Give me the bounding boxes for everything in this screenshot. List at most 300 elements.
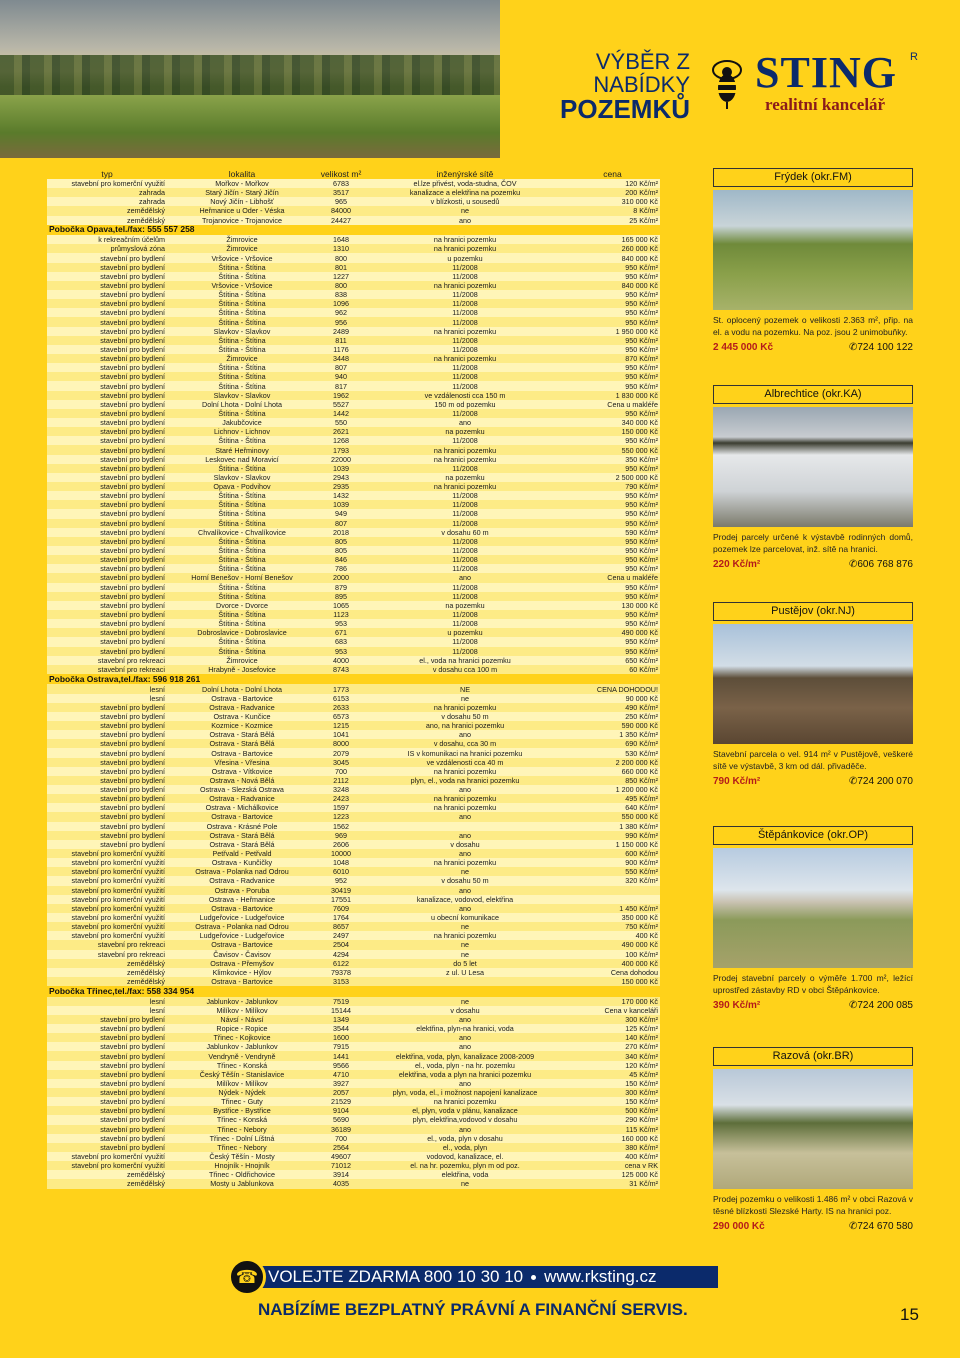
table-row (47, 1061, 660, 1070)
table-cell: 1268 (317, 436, 365, 445)
table-cell: zemědělský (47, 216, 167, 225)
listings-table (47, 168, 660, 1189)
table-row (47, 840, 660, 849)
table-cell: 350 Kč/m² (565, 455, 660, 464)
offer-phone (849, 776, 913, 788)
logo-subtitle: realitní kancelář (765, 95, 886, 114)
table-cell: 949 (317, 509, 365, 518)
table-row (47, 546, 660, 555)
table-cell: Štítina - Štítina (167, 546, 317, 555)
table-cell: na hranici pozemku (365, 455, 565, 464)
table-cell: na pozemku (365, 473, 565, 482)
table-cell: 4294 (317, 950, 365, 959)
table-cell: 3153 (317, 977, 365, 986)
table-cell: zahrada (47, 197, 167, 206)
table-cell: 11/2008 (365, 272, 565, 281)
table-cell: Štítina - Štítina (167, 372, 317, 381)
table-cell: stavební pro bydlení (47, 555, 167, 564)
table-cell: Návsí - Návsí (167, 1015, 317, 1024)
table-cell: cena v RK (565, 1161, 660, 1170)
table-cell: 1096 (317, 299, 365, 308)
table-cell: stavební pro bydlení (47, 418, 167, 427)
table-row (47, 1015, 660, 1024)
table-row (47, 253, 660, 262)
table-cell: Vřesina - Vřesina (167, 758, 317, 767)
table-cell: 640 Kč/m² (565, 803, 660, 812)
table-cell: 2057 (317, 1088, 365, 1097)
table-cell: stavební pro komerční využití (47, 876, 167, 885)
table-cell: na hranici pozemku (365, 235, 565, 244)
table-cell: v dosahu, cca 30 m (365, 739, 565, 748)
table-cell: 11/2008 (365, 464, 565, 473)
table-row (47, 977, 660, 986)
table-cell: 11/2008 (365, 372, 565, 381)
table-cell: 800 (317, 253, 365, 262)
table-cell: 49607 (317, 1152, 365, 1161)
table-cell: stavební pro bydlení (47, 721, 167, 730)
table-cell: stavební pro bydlení (47, 573, 167, 582)
table-row (47, 858, 660, 867)
table-cell: na hranici pozemku (365, 327, 565, 336)
table-cell: stavební pro bydlení (47, 803, 167, 812)
column-header: inženýrské sítě (365, 168, 565, 179)
table-cell: 838 (317, 290, 365, 299)
table-cell: 817 (317, 381, 365, 390)
table-cell: Slavkov - Slavkov (167, 327, 317, 336)
table-cell: 2633 (317, 703, 365, 712)
table-cell: Štítina - Štítina (167, 317, 317, 326)
table-cell: 1597 (317, 803, 365, 812)
table-cell: ano (365, 886, 565, 895)
table-cell: 11/2008 (365, 555, 565, 564)
table-cell: 17551 (317, 895, 365, 904)
table-cell: stavební pro bydlení (47, 703, 167, 712)
offer-phone-number[interactable]: 724 100 122 (857, 342, 913, 353)
table-cell: 950 Kč/m² (565, 537, 660, 546)
table-cell: Štítina - Štítina (167, 555, 317, 564)
table-cell: 2621 (317, 427, 365, 436)
table-cell: Štítina - Štítina (167, 381, 317, 390)
table-cell: ve vzdálenosti cca 40 m (365, 758, 565, 767)
table-cell: 11/2008 (365, 500, 565, 509)
offer-phone-number[interactable]: 724 200 085 (857, 1000, 913, 1011)
table-cell: 11/2008 (365, 537, 565, 546)
offer-price-row (713, 1221, 913, 1233)
table-cell: stavební pro bydlení (47, 758, 167, 767)
table-cell: 950 Kč/m² (565, 647, 660, 656)
table-cell: stavební pro bydlení (47, 509, 167, 518)
table-cell (365, 977, 565, 986)
table-cell: 956 (317, 317, 365, 326)
offer-title: Pustějov (okr.NJ) (713, 602, 913, 621)
table-cell: Štítina - Štítina (167, 500, 317, 509)
table-cell: 807 (317, 519, 365, 528)
table-cell: 950 Kč/m² (565, 409, 660, 418)
offer-title: Frýdek (okr.FM) (713, 168, 913, 187)
table-cell: Cena dohodou (565, 968, 660, 977)
table-row (47, 1097, 660, 1106)
table-cell: Žimrovice (167, 656, 317, 665)
table-cell: 1793 (317, 445, 365, 454)
table-cell: stavební pro komerční využití (47, 858, 167, 867)
footer-call-bar (238, 1266, 718, 1288)
offer-description: Stavební parcela o vel. 914 m² v Pustějově, veškeré sítě ve výstavbě, 3 km od dál. přivaděče. (713, 749, 913, 771)
table-cell: 300 Kč/m² (565, 1015, 660, 1024)
bullet-dot (531, 1275, 536, 1280)
table-cell: na hranici pozemku (365, 703, 565, 712)
table-cell: CENA DOHODOU! (565, 684, 660, 693)
offer-card (713, 168, 913, 354)
table-cell: zemědělský (47, 959, 167, 968)
table-cell: 30419 (317, 886, 365, 895)
table-cell: 9104 (317, 1106, 365, 1115)
table-cell: 340 000 Kč (565, 418, 660, 427)
table-cell: stavební pro komerční využití (47, 886, 167, 895)
table-cell: 969 (317, 831, 365, 840)
table-row (47, 354, 660, 363)
table-row (47, 272, 660, 281)
table-cell: 953 (317, 647, 365, 656)
table-cell: stavební pro bydlení (47, 812, 167, 821)
table-cell: 1432 (317, 491, 365, 500)
table-cell: 1123 (317, 610, 365, 619)
table-cell: 2423 (317, 794, 365, 803)
table-cell: stavební pro bydlení (47, 519, 167, 528)
table-cell: 11/2008 (365, 592, 565, 601)
table-cell: 590 000 Kč (565, 721, 660, 730)
table-cell: stavební pro bydlení (47, 1097, 167, 1106)
table-cell: zemědělský (47, 968, 167, 977)
title-line2: POZEMKŮ (560, 94, 690, 125)
table-cell: 1962 (317, 391, 365, 400)
table-cell: 850 Kč/m² (565, 776, 660, 785)
table-cell: el., voda na hranici pozemku (365, 656, 565, 665)
table-row (47, 684, 660, 693)
table-cell: 250 Kč/m² (565, 712, 660, 721)
header-photo (0, 0, 500, 158)
table-cell (565, 886, 660, 895)
table-cell: 811 (317, 336, 365, 345)
table-row (47, 785, 660, 794)
page-number: 15 (900, 1305, 919, 1324)
table-cell: 1349 (317, 1015, 365, 1024)
table-cell: Třinec - Dolní Líštná (167, 1134, 317, 1143)
table-cell: Štítina - Štítina (167, 299, 317, 308)
table-cell: Ludgeřovice - Ludgeřovice (167, 913, 317, 922)
table-cell: ano (365, 216, 565, 225)
table-cell: ano (365, 1079, 565, 1088)
table-row (47, 1042, 660, 1051)
table-cell: 2564 (317, 1143, 365, 1152)
table-cell: 1562 (317, 822, 365, 831)
table-row (47, 363, 660, 372)
table-row (47, 959, 660, 968)
table-cell: v dosahu 50 m (365, 712, 565, 721)
table-cell: 290 Kč/m² (565, 1115, 660, 1124)
table-row (47, 968, 660, 977)
table-cell: na hranici pozemku (365, 794, 565, 803)
table-cell: stavební pro bydlení (47, 831, 167, 840)
table-cell: 22000 (317, 455, 365, 464)
table-cell: na hranici pozemku (365, 354, 565, 363)
table-cell: ne (365, 997, 565, 1006)
table-cell: 11/2008 (365, 610, 565, 619)
table-cell: lesní (47, 1006, 167, 1015)
table-cell: Ostrava - Slezská Ostrava (167, 785, 317, 794)
table-cell: Ostrava - Bartovice (167, 977, 317, 986)
table-cell: 11/2008 (365, 345, 565, 354)
table-row (47, 1134, 660, 1143)
table-cell: vodovod, kanalizace, el. (365, 1152, 565, 1161)
offer-photo (713, 1069, 913, 1189)
table-cell: stavební pro bydlení (47, 528, 167, 537)
table-cell: 31 Kč/m² (565, 1179, 660, 1188)
table-row (47, 418, 660, 427)
table-cell: 11/2008 (365, 381, 565, 390)
phone-icon: ☎ (228, 1258, 266, 1296)
table-cell: 71012 (317, 1161, 365, 1170)
table-row (47, 391, 660, 400)
table-cell: 800 (317, 281, 365, 290)
table-cell: 3045 (317, 758, 365, 767)
table-cell: Ostrava - Bartovice (167, 748, 317, 757)
table-cell: 950 Kč/m² (565, 464, 660, 473)
section-row (47, 986, 660, 997)
table-cell: 150 m od pozemku (365, 400, 565, 409)
table-cell: 6153 (317, 694, 365, 703)
table-cell: 11/2008 (365, 619, 565, 628)
sting-logo (705, 45, 935, 115)
table-cell: stavební pro bydlení (47, 628, 167, 637)
offer-price: 2 445 000 Kč (713, 342, 774, 353)
table-cell: 160 000 Kč (565, 1134, 660, 1143)
table-cell: Lichnov - Lichnov (167, 427, 317, 436)
table-row (47, 455, 660, 464)
table-cell: stavební pro bydlení (47, 537, 167, 546)
table-cell: na hranici pozemku (365, 482, 565, 491)
table-cell: 1048 (317, 858, 365, 867)
table-row (47, 179, 660, 188)
table-row (47, 601, 660, 610)
table-cell: 11/2008 (365, 290, 565, 299)
table-cell: 840 000 Kč (565, 253, 660, 262)
table-cell: Český Těšín - Stanislavice (167, 1070, 317, 1079)
table-cell: 650 Kč/m² (565, 656, 660, 665)
table-cell: Štítina - Štítina (167, 263, 317, 272)
offer-description: St. oplocený pozemek o velikosti 2.363 m², přip. na el. a vodu na pozemku. Na poz. jsou 2 unimobuňky. (713, 315, 913, 337)
table-cell: 950 Kč/m² (565, 491, 660, 500)
table-cell: stavební pro bydlení (47, 1033, 167, 1042)
table-cell: Štítina - Štítina (167, 509, 317, 518)
table-cell: Slavkov - Slavkov (167, 391, 317, 400)
table-row (47, 409, 660, 418)
offer-phone-number[interactable]: 724 670 580 (857, 1221, 913, 1232)
table-cell: stavební pro rekreaci (47, 950, 167, 959)
table-cell: 550 000 Kč (565, 445, 660, 454)
table-cell: 950 Kč/m² (565, 592, 660, 601)
table-cell: 690 Kč/m² (565, 739, 660, 748)
table-cell: zemědělský (47, 1179, 167, 1188)
table-cell: Ostrava - Bartovice (167, 940, 317, 949)
table-cell: 840 000 Kč (565, 281, 660, 290)
table-cell: 1 380 Kč/m² (565, 822, 660, 831)
footer-call: VOLEJTE ZDARMA 800 10 30 10 (268, 1267, 524, 1286)
table-cell: 950 Kč/m² (565, 345, 660, 354)
table-row (47, 637, 660, 646)
table-cell: 11/2008 (365, 519, 565, 528)
footer-web[interactable]: www.rksting.cz (544, 1267, 657, 1286)
table-row (47, 1006, 660, 1015)
table-cell: 2018 (317, 528, 365, 537)
treeline (0, 55, 500, 95)
table-cell: stavební pro bydlení (47, 381, 167, 390)
table-cell: 870 Kč/m² (565, 354, 660, 363)
table-cell: 950 Kč/m² (565, 381, 660, 390)
table-cell: ne (365, 867, 565, 876)
table-cell: stavební pro bydlení (47, 1024, 167, 1033)
table-cell: 495 Kč/m² (565, 794, 660, 803)
table-cell: 786 (317, 564, 365, 573)
table-cell: Staré Heřminovy (167, 445, 317, 454)
table-row (47, 528, 660, 537)
table-cell: stavební pro komerční využití (47, 913, 167, 922)
table-cell: Horní Benešov - Horní Benešov (167, 573, 317, 582)
table-cell: el., voda, plyn - na hr. pozemku (365, 1061, 565, 1070)
table-cell: u pozemku (365, 253, 565, 262)
table-cell: Starý Jičín - Starý Jičín (167, 188, 317, 197)
table-cell: stavební pro bydlení (47, 785, 167, 794)
table-cell: 350 000 Kč (565, 913, 660, 922)
table-row (47, 794, 660, 803)
table-cell: stavební pro bydlení (47, 400, 167, 409)
table-cell: 950 Kč/m² (565, 509, 660, 518)
table-cell: na hranici pozemku (365, 244, 565, 253)
table-cell: 11/2008 (365, 491, 565, 500)
bee-icon (705, 50, 750, 110)
table-cell: Štítina - Štítina (167, 436, 317, 445)
offer-description: Prodej pozemku o velikosti 1.486 m² v obci Razová v těsné blízkosti Slezské Harty. IS na hranici poz. (713, 1194, 913, 1216)
table-cell: Mořkov - Mořkov (167, 179, 317, 188)
offer-phone-number[interactable]: 724 200 070 (857, 776, 913, 787)
table-cell: 170 000 Kč (565, 997, 660, 1006)
table-row (47, 739, 660, 748)
table-cell: Hrabyně - Josefovice (167, 665, 317, 674)
table-cell: 84000 (317, 206, 365, 215)
table-cell: zemědělský (47, 206, 167, 215)
table-cell: Ropice - Ropice (167, 1024, 317, 1033)
table-cell: Štítina - Štítina (167, 610, 317, 619)
table-row (47, 867, 660, 876)
table-row (47, 876, 660, 885)
table-cell: 8743 (317, 665, 365, 674)
table-cell: Milíkov - Milíkov (167, 1006, 317, 1015)
table-cell: 25 Kč/m² (565, 216, 660, 225)
table-row (47, 628, 660, 637)
table-row (47, 886, 660, 895)
table-cell: 3914 (317, 1170, 365, 1179)
table-cell: stavební pro bydlení (47, 491, 167, 500)
table-row (47, 1070, 660, 1079)
table-cell: Dolní Lhota - Dolní Lhota (167, 684, 317, 693)
table-cell: 2504 (317, 940, 365, 949)
table-cell: stavební pro bydlení (47, 619, 167, 628)
table-cell: 45 Kč/m² (565, 1070, 660, 1079)
table-cell: 3927 (317, 1079, 365, 1088)
table-row (47, 1115, 660, 1124)
table-cell: Štítina - Štítina (167, 637, 317, 646)
table-cell: el.lze přivést, voda-studna, ČOV (365, 179, 565, 188)
table-cell: stavební pro bydlení (47, 427, 167, 436)
table-cell: 150 Kč/m² (565, 1079, 660, 1088)
table-cell: 150 Kč/m² (565, 1097, 660, 1106)
table-cell: 3544 (317, 1024, 365, 1033)
table-cell: na hranici pozemku (365, 803, 565, 812)
table-cell: 950 Kč/m² (565, 299, 660, 308)
offer-price-row (713, 342, 913, 354)
table-row (47, 500, 660, 509)
table-cell: Třinec - Oldřichovice (167, 1170, 317, 1179)
table-cell: Třinec - Kojkovice (167, 1033, 317, 1042)
table-cell: el, plyn, voda v plánu, kanalizace (365, 1106, 565, 1115)
table-cell: stavební pro komerční využití (47, 179, 167, 188)
table-cell: stavební pro komerční využití (47, 849, 167, 858)
table-cell: 490 000 Kč (565, 628, 660, 637)
table-cell: Štítina - Štítina (167, 409, 317, 418)
table-row (47, 592, 660, 601)
table-cell: stavební pro bydlení (47, 290, 167, 299)
table-cell: stavební pro bydlení (47, 1088, 167, 1097)
table-cell: 200 Kč/m² (565, 188, 660, 197)
table-cell: 940 (317, 372, 365, 381)
offer-photo (713, 624, 913, 744)
offer-phone (849, 342, 913, 354)
column-header: lokalita (167, 168, 317, 179)
table-row (47, 822, 660, 831)
table-cell: 683 (317, 637, 365, 646)
table-cell: stavební pro bydlení (47, 730, 167, 739)
table-cell: 6010 (317, 867, 365, 876)
table-cell: ano (365, 573, 565, 582)
table-cell: ano, na hranici pozemku (365, 721, 565, 730)
table-cell: 125 000 Kč (565, 1170, 660, 1179)
table-cell: Třinec - Nebory (167, 1143, 317, 1152)
table-cell: 8000 (317, 739, 365, 748)
table-cell: 5690 (317, 1115, 365, 1124)
table-cell: stavební pro bydlení (47, 610, 167, 619)
table-cell: 270 Kč/m² (565, 1042, 660, 1051)
table-row (47, 482, 660, 491)
table-cell: 8657 (317, 922, 365, 931)
table-row (47, 913, 660, 922)
table-cell: 1764 (317, 913, 365, 922)
offer-price: 790 Kč/m² (713, 776, 761, 787)
table-cell: 1441 (317, 1051, 365, 1060)
table-cell: stavební pro bydlení (47, 409, 167, 418)
table-cell: Štítina - Štítina (167, 619, 317, 628)
table-cell: stavební pro bydlení (47, 546, 167, 555)
table-row (47, 345, 660, 354)
table-cell: v dosahu (365, 1006, 565, 1015)
table-cell: u pozemku (365, 628, 565, 637)
table-row (47, 427, 660, 436)
page-title (500, 50, 690, 123)
table-cell: 700 (317, 1134, 365, 1143)
table-header (47, 168, 660, 179)
table-cell: stavební pro bydlení (47, 464, 167, 473)
offer-phone-number[interactable]: 606 768 876 (857, 559, 913, 570)
table-cell: 950 Kč/m² (565, 317, 660, 326)
table-cell: Petřvald - Petřvald (167, 849, 317, 858)
